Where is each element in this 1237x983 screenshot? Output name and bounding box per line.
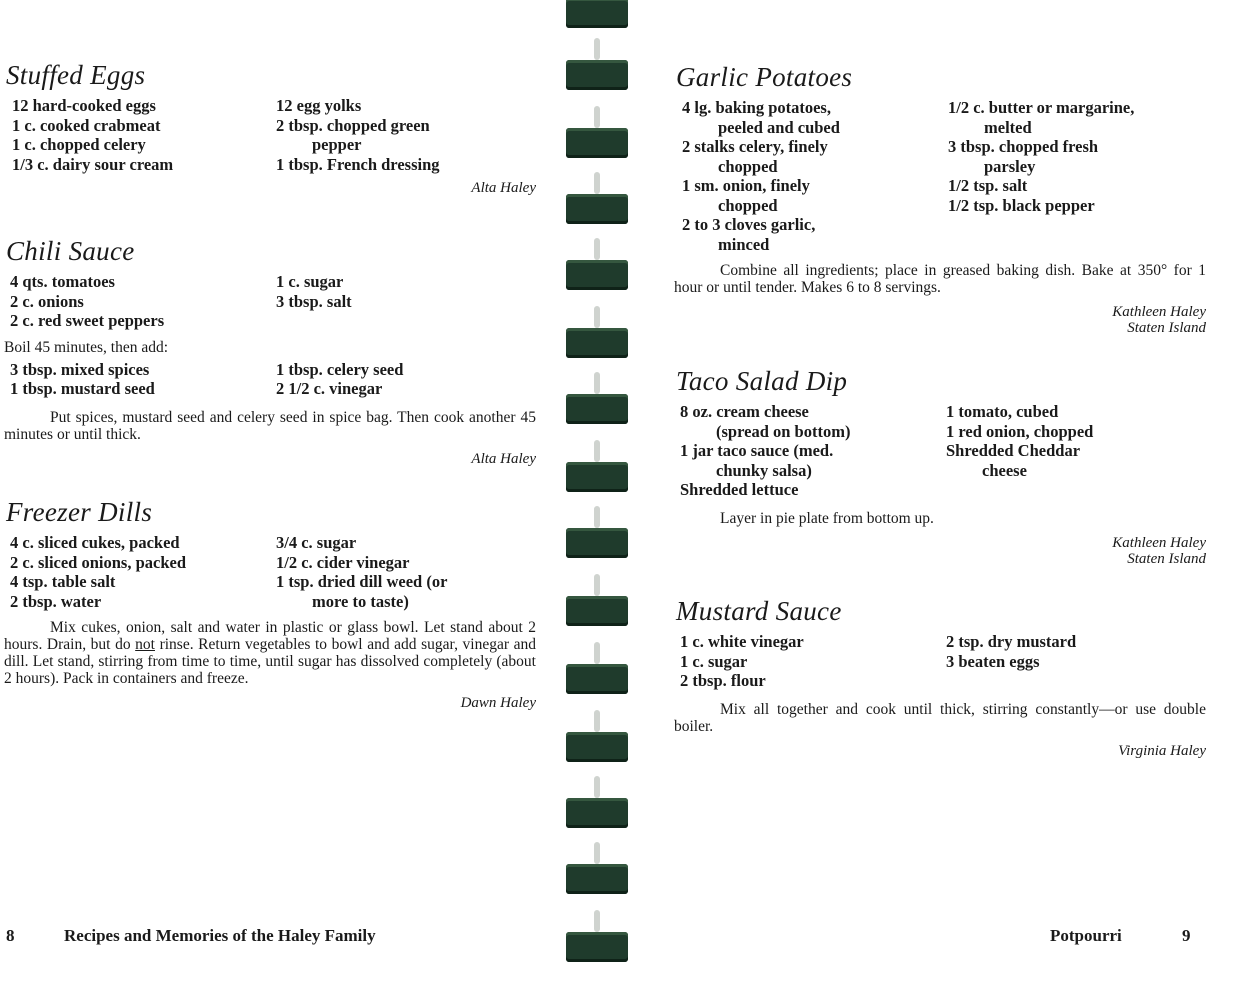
ingredient: 2 tbsp. chopped green xyxy=(276,115,430,135)
recipe-directions: Mix all together and cook until thick, stirring constantly—or use double boiler. xyxy=(674,700,1206,735)
ingredient: 2 tbsp. flour xyxy=(680,671,766,690)
binding-ring xyxy=(566,0,628,34)
ingredient: 12 egg yolks xyxy=(276,96,362,115)
binding-ring xyxy=(566,186,628,230)
recipe-directions: Layer in pie plate from bottom up. xyxy=(720,509,934,527)
page-number-left: 8 xyxy=(6,926,15,945)
right-page xyxy=(640,0,1237,983)
ingredient: chopped xyxy=(718,195,778,215)
ingredient: 1/2 tsp. black pepper xyxy=(948,195,1095,215)
page-number-right: 9 xyxy=(1182,926,1191,945)
recipe-credit-location: Staten Island xyxy=(1127,320,1206,336)
binding-ring xyxy=(566,320,628,364)
recipe-stuffed-eggs xyxy=(6,58,536,196)
ingredient: 4 c. sliced cukes, packed xyxy=(10,533,180,552)
section-title: Potpourri xyxy=(1050,926,1122,945)
recipe-credit: Kathleen Haley xyxy=(1112,534,1206,551)
ingredients-col-2 xyxy=(946,402,1093,500)
binding-ring xyxy=(566,724,628,768)
recipe-chili-sauce xyxy=(6,234,536,467)
recipe-taco-salad-dip xyxy=(676,364,1206,567)
recipe-title: Garlic Potatoes xyxy=(676,62,853,92)
ingredient: 4 tsp. table salt xyxy=(10,572,116,591)
recipe-directions: Mix cukes, onion, salt and water in plastic or glass bowl. Let stand about 2 hours. Drain, but do not rinse. Return vegetables to bowl and add sugar, vinegar and dill. Let stand, stirring from time to time, until sugar has dissolved completely (about 2 hours). Pack in containers and freeze. xyxy=(4,619,537,687)
ingredient: more to taste) xyxy=(312,591,409,611)
recipe-credit: Virginia Haley xyxy=(1118,742,1206,759)
ingredient: pepper xyxy=(312,135,362,154)
ingredient: 3/4 c. sugar xyxy=(276,533,357,552)
ingredients-col-1 xyxy=(12,96,276,174)
ingredients-col-1 xyxy=(680,632,946,691)
spiral-binding xyxy=(558,0,640,983)
ingredient: 1 jar taco sauce (med. xyxy=(680,441,834,460)
recipe-title: Taco Salad Dip xyxy=(676,366,848,396)
ingredient: 2 c. onions xyxy=(10,291,84,311)
recipe-mustard-sauce xyxy=(676,594,1206,759)
ingredient: parsley xyxy=(984,156,1036,176)
recipe-garlic-potatoes xyxy=(676,60,1206,336)
ingredient: Shredded lettuce xyxy=(680,480,799,499)
ingredients-col-4 xyxy=(276,360,403,399)
ingredient: 2 stalks celery, finely xyxy=(682,137,828,156)
running-title: Recipes and Memories of the Haley Family xyxy=(64,926,376,945)
ingredients-col-2 xyxy=(948,98,1134,254)
recipe-directions: Put spices, mustard seed and celery seed in spice bag. Then cook another 45 minutes or until thick. xyxy=(4,408,536,443)
binding-ring xyxy=(566,520,628,564)
ingredient: 1/3 c. dairy sour cream xyxy=(12,154,174,174)
recipe-title: Stuffed Eggs xyxy=(6,60,146,90)
recipe-credit: Kathleen Haley xyxy=(1112,304,1206,320)
recipe-title: Chili Sauce xyxy=(6,236,135,266)
binding-ring xyxy=(566,656,628,700)
ingredients-col-2 xyxy=(276,533,447,611)
ingredient: minced xyxy=(718,234,770,254)
ingredient: 3 tbsp. chopped fresh xyxy=(948,137,1099,156)
binding-ring xyxy=(566,386,628,430)
ingredient: 12 hard-cooked eggs xyxy=(12,96,156,115)
recipe-step-text: Boil 45 minutes, then add: xyxy=(4,338,169,356)
ingredients-col-2 xyxy=(946,632,1076,691)
recipe-credit: Dawn Haley xyxy=(460,695,536,711)
binding-ring xyxy=(566,588,628,632)
ingredient: 1 red onion, chopped xyxy=(946,421,1094,441)
ingredient: 2 c. red sweet peppers xyxy=(10,311,165,330)
ingredient: 2 to 3 cloves garlic, xyxy=(682,215,816,234)
ingredient: 1 c. sugar xyxy=(680,651,748,671)
ingredient: chunky salsa) xyxy=(716,460,812,480)
ingredient: chopped xyxy=(718,156,778,176)
ingredient: 1/2 tsp. salt xyxy=(948,176,1028,195)
ingredient: 8 oz. cream cheese xyxy=(680,402,809,421)
binding-ring xyxy=(566,52,628,96)
ingredient: 1 c. cooked crabmeat xyxy=(12,115,161,135)
recipe-directions: Combine all ingredients; place in greased baking dish. Bake at 350° for 1 hour or until tender. Makes 6 to 8 servings. xyxy=(674,262,1206,296)
ingredient: 1/2 c. cider vinegar xyxy=(276,552,410,572)
ingredient: 3 tbsp. salt xyxy=(276,291,352,311)
ingredient: cheese xyxy=(982,460,1027,480)
ingredients-col-2 xyxy=(276,96,440,174)
ingredient: 3 beaten eggs xyxy=(946,651,1040,671)
ingredient: 1 tomato, cubed xyxy=(946,402,1059,421)
recipe-title: Freezer Dills xyxy=(6,497,153,527)
ingredient: 1 c. chopped celery xyxy=(12,135,146,154)
ingredient: (spread on bottom) xyxy=(716,421,851,441)
ingredient: 3 tbsp. mixed spices xyxy=(10,359,150,379)
left-page xyxy=(0,0,560,983)
binding-ring xyxy=(566,924,628,968)
ingredient: 2 tbsp. water xyxy=(10,591,102,611)
ingredient: 2 tsp. dry mustard xyxy=(946,632,1077,651)
recipe-freezer-dills xyxy=(6,495,536,711)
ingredient: peeled and cubed xyxy=(718,117,840,137)
recipe-credit: Alta Haley xyxy=(471,180,536,196)
ingredients-col-1 xyxy=(682,98,948,254)
ingredient: 4 qts. tomatoes xyxy=(10,272,115,291)
binding-ring xyxy=(566,120,628,164)
ingredient: 1 sm. onion, finely xyxy=(682,176,810,195)
ingredient: 1 c. sugar xyxy=(276,272,344,291)
binding-ring xyxy=(566,454,628,498)
binding-ring xyxy=(566,252,628,296)
ingredient: 1/2 c. butter or margarine, xyxy=(948,98,1135,117)
recipe-title: Mustard Sauce xyxy=(676,596,842,626)
ingredients-col-1 xyxy=(10,272,276,331)
ingredients-col-1 xyxy=(680,402,946,500)
binding-ring xyxy=(566,790,628,834)
ingredients-col-1 xyxy=(10,533,276,611)
ingredient: 1 tsp. dried dill weed (or xyxy=(276,572,448,591)
ingredients-col-3 xyxy=(10,360,276,399)
ingredient: 2 c. sliced onions, packed xyxy=(10,552,187,572)
ingredient: melted xyxy=(984,117,1032,137)
ingredients-col-2 xyxy=(276,272,352,331)
ingredient: 2 1/2 c. vinegar xyxy=(276,379,383,398)
ingredient: 4 lg. baking potatoes, xyxy=(682,98,831,117)
recipe-credit: Alta Haley xyxy=(471,450,536,467)
ingredient: 1 c. white vinegar xyxy=(680,632,804,651)
binding-ring xyxy=(566,856,628,900)
ingredient: 1 tbsp. mustard seed xyxy=(10,379,155,398)
ingredient: 1 tbsp. celery seed xyxy=(276,359,404,379)
ingredient: 1 tbsp. French dressing xyxy=(276,154,440,174)
recipe-credit-location: Staten Island xyxy=(1127,550,1206,567)
ingredient: Shredded Cheddar xyxy=(946,441,1081,460)
